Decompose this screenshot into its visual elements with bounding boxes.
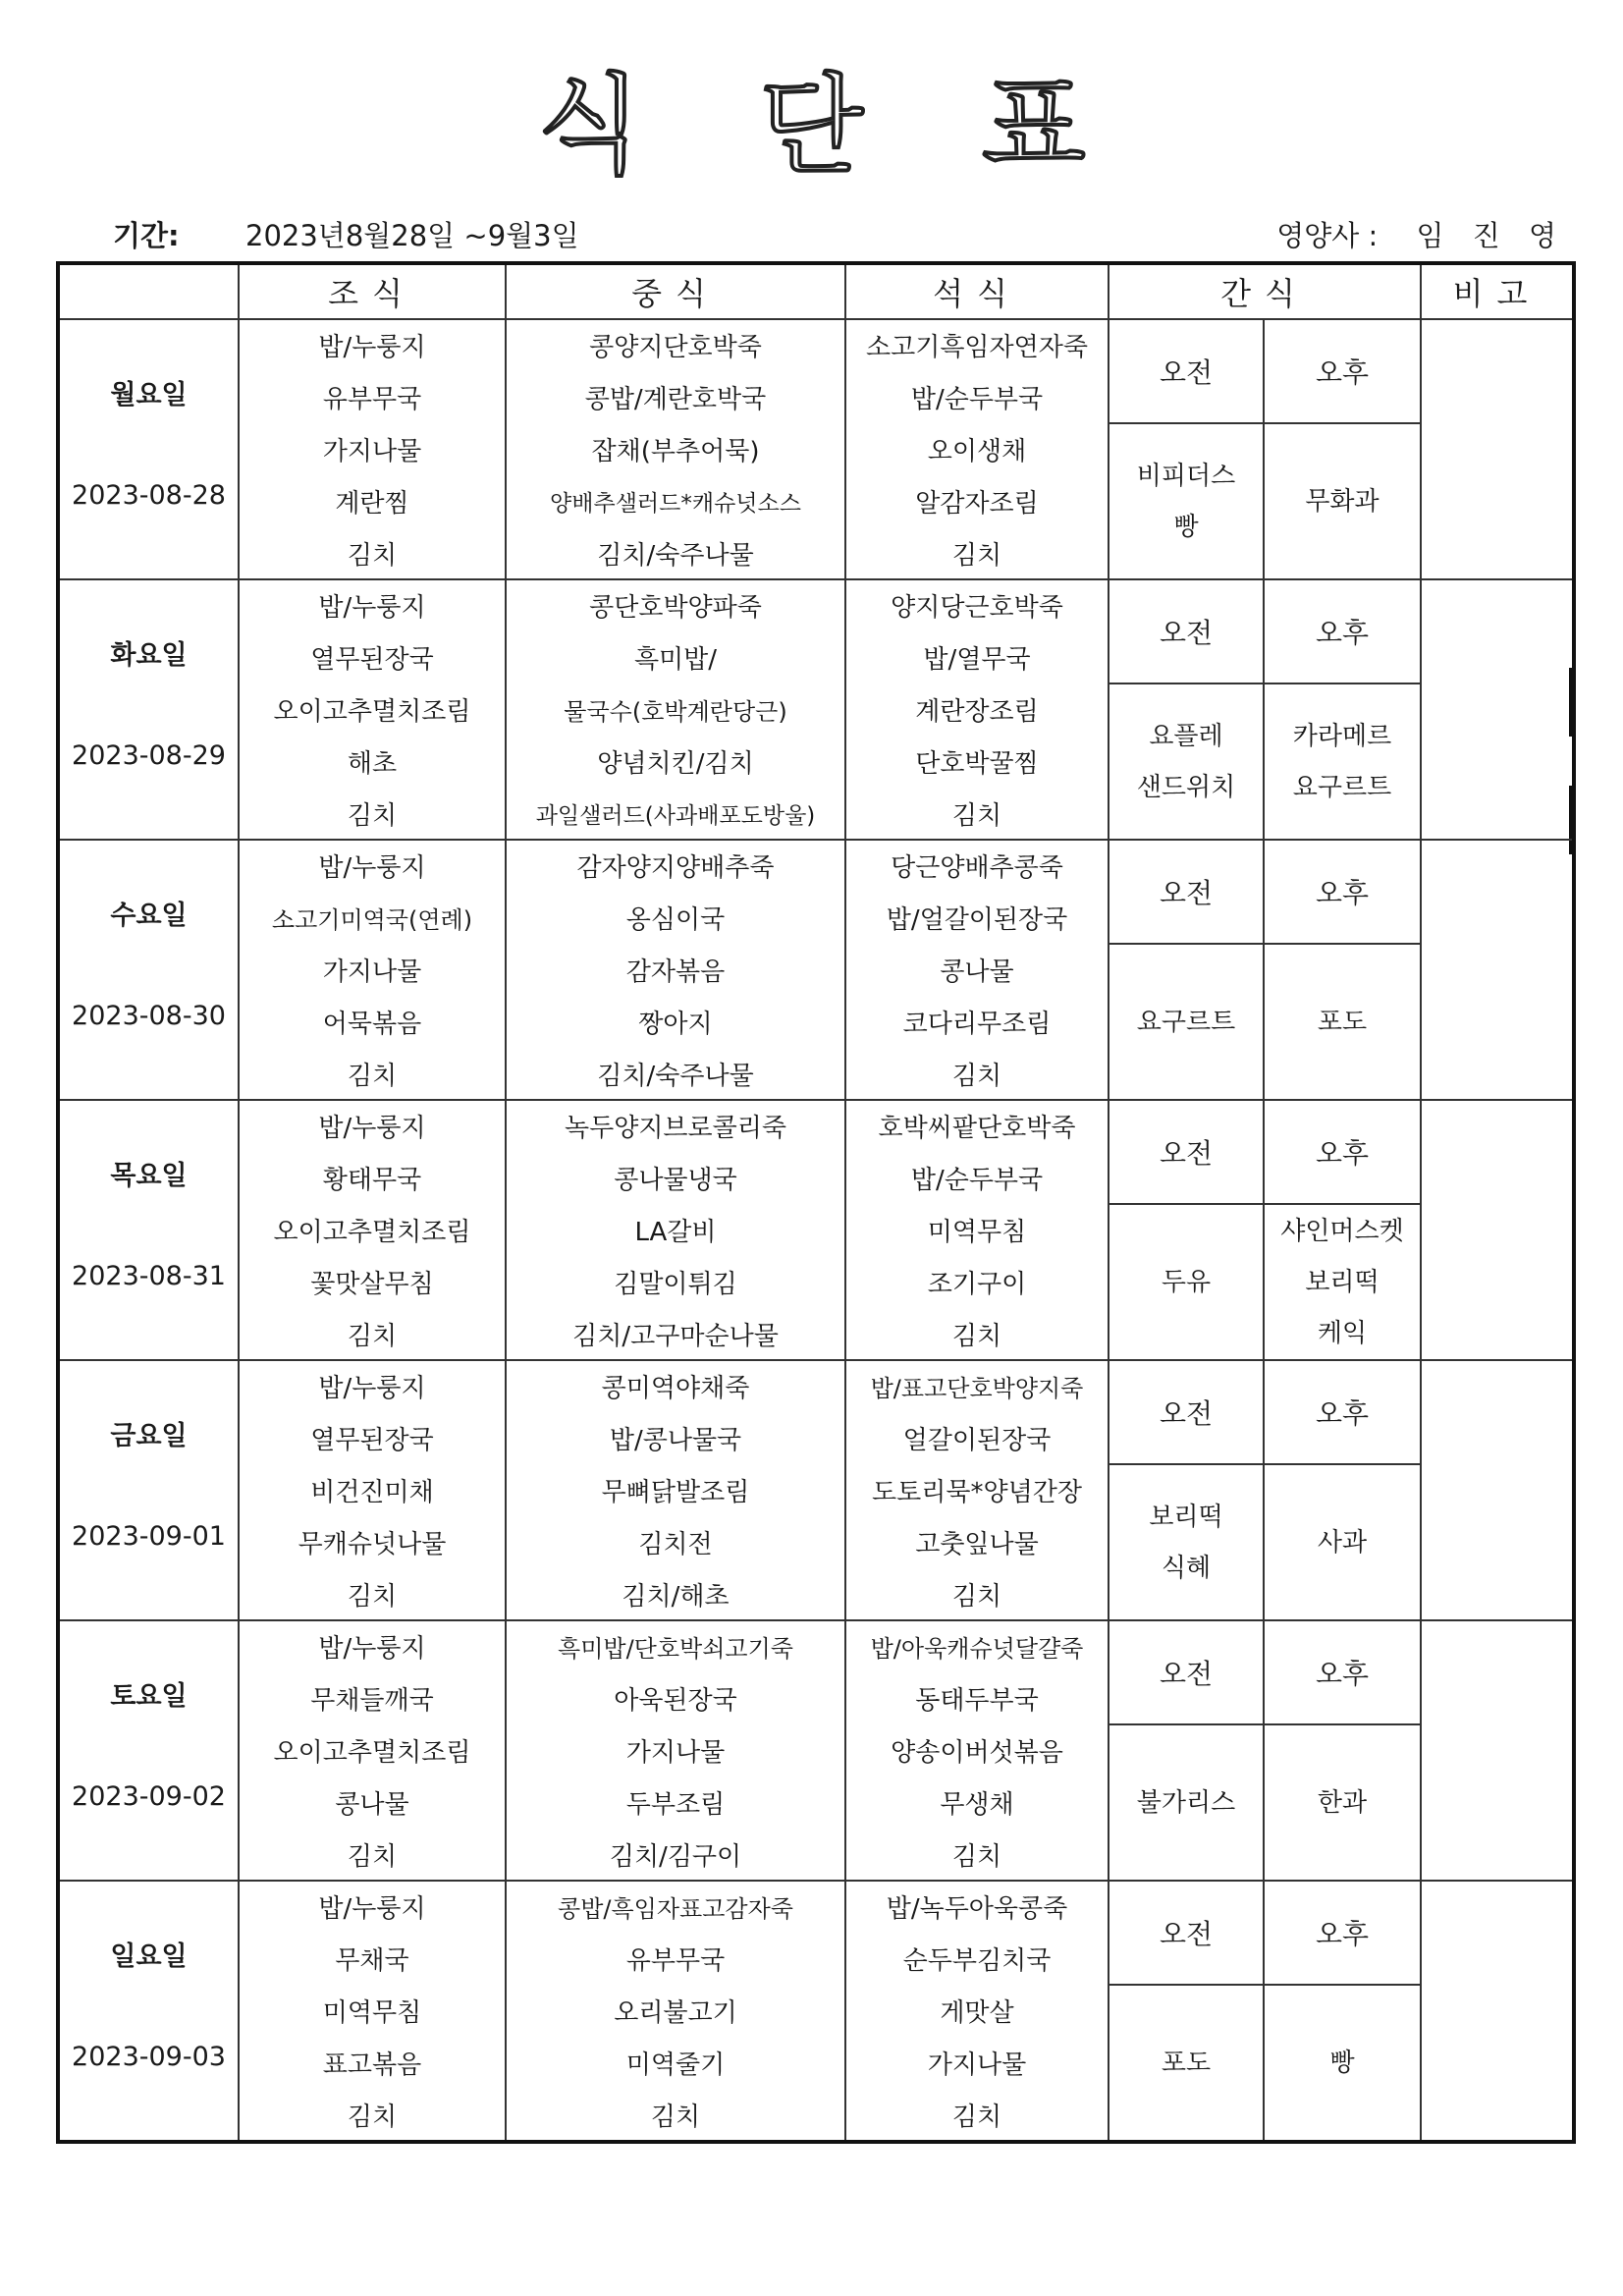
breakfast-item: 밥/누룽지 xyxy=(239,840,506,892)
dietitian-name: 임 진 영 xyxy=(1416,219,1566,252)
dinner-item: 무생채 xyxy=(845,1777,1109,1829)
dinner-item: 알감자조림 xyxy=(845,475,1109,527)
breakfast-item: 김치 xyxy=(239,527,506,579)
lunch-item: 흑미밥/ xyxy=(506,631,845,683)
snack-am-label: 오전 xyxy=(1109,319,1264,423)
dinner-item: 오이생채 xyxy=(845,423,1109,475)
lunch-item: 콩단호박양파죽 xyxy=(506,579,845,631)
day-cell xyxy=(58,1881,239,2142)
breakfast-item: 어묵볶음 xyxy=(239,996,506,1048)
dinner-item: 밥/얼갈이된장국 xyxy=(845,892,1109,944)
snack-am-items xyxy=(1109,1204,1264,1360)
lunch-item: 짱아지 xyxy=(506,996,845,1048)
day-cell xyxy=(58,319,239,579)
breakfast-item: 김치 xyxy=(239,788,506,840)
header-dinner: 석식 xyxy=(845,263,1109,319)
lunch-item: 콩나물냉국 xyxy=(506,1152,845,1204)
day-name: 금요일 xyxy=(110,1421,188,1451)
day-name: 토요일 xyxy=(110,1681,188,1712)
lunch-item: 미역줄기 xyxy=(506,2037,845,2089)
day-spacer xyxy=(60,941,238,991)
snack-item: 포도 xyxy=(1317,1007,1368,1037)
snack-am-items xyxy=(1109,423,1264,579)
day-spacer xyxy=(60,2082,238,2132)
lunch-item: 김치/김구이 xyxy=(506,1829,845,1881)
day-spacer xyxy=(60,1101,238,1151)
breakfast-item: 밥/누룽지 xyxy=(239,579,506,631)
day-spacer xyxy=(60,320,238,370)
table-row xyxy=(58,1100,1574,1152)
snack-pm-label: 오후 xyxy=(1264,579,1421,683)
day-date: 2023-08-29 xyxy=(72,740,226,771)
dinner-item: 얼갈이된장국 xyxy=(845,1412,1109,1464)
day-cell xyxy=(58,840,239,1100)
snack-pm-items xyxy=(1264,1985,1421,2142)
period-value: 2023년8월28일 ~9월3일 xyxy=(245,219,579,252)
day-spacer xyxy=(60,1982,238,2032)
lunch-item: 감자양지양배추죽 xyxy=(506,840,845,892)
table-row xyxy=(58,1360,1574,1412)
snack-pm-items xyxy=(1264,1204,1421,1360)
dinner-item: 가지나물 xyxy=(845,2037,1109,2089)
day-spacer xyxy=(60,1361,238,1411)
dinner-item: 코다리무조림 xyxy=(845,996,1109,1048)
title-char: 식 xyxy=(537,63,642,189)
breakfast-item: 콩나물 xyxy=(239,1777,506,1829)
day-name: 수요일 xyxy=(110,901,188,931)
snack-item: 무화과 xyxy=(1305,486,1380,517)
dinner-item: 호박씨팥단호박죽 xyxy=(845,1100,1109,1152)
breakfast-item: 열무된장국 xyxy=(239,631,506,683)
breakfast-item: 김치 xyxy=(239,1568,506,1620)
day-spacer xyxy=(60,681,238,731)
day-date: 2023-09-02 xyxy=(72,1781,226,1812)
dinner-item: 김치 xyxy=(845,1048,1109,1100)
lunch-item: 감자볶음 xyxy=(506,944,845,996)
snack-item: 식혜 xyxy=(1161,1553,1212,1583)
snack-item: 케익 xyxy=(1317,1318,1368,1348)
lunch-item: 무뼈닭발조림 xyxy=(506,1464,845,1516)
breakfast-item: 미역무침 xyxy=(239,1985,506,2037)
breakfast-item: 오이고추멸치조림 xyxy=(239,1724,506,1777)
day-spacer xyxy=(60,580,238,630)
dinner-item: 밥/표고단호박양지죽 xyxy=(845,1360,1109,1412)
table-row xyxy=(58,1620,1574,1672)
day-cell xyxy=(58,579,239,840)
table-row xyxy=(58,944,1574,996)
breakfast-item: 밥/누룽지 xyxy=(239,1620,506,1672)
day-name: 일요일 xyxy=(110,1941,188,1972)
menu-body xyxy=(58,319,1574,2142)
snack-am-label: 오전 xyxy=(1109,1620,1264,1724)
table-row xyxy=(58,1724,1574,1777)
snack-item: 두유 xyxy=(1161,1267,1212,1297)
snack-pm-label: 오후 xyxy=(1264,1360,1421,1464)
day-date: 2023-09-01 xyxy=(72,1521,226,1552)
dinner-item: 양지당근호박죽 xyxy=(845,579,1109,631)
table-row xyxy=(58,423,1574,475)
lunch-item: 옹심이국 xyxy=(506,892,845,944)
day-name: 화요일 xyxy=(110,640,188,671)
table-row xyxy=(58,1204,1574,1256)
breakfast-item: 열무된장국 xyxy=(239,1412,506,1464)
lunch-item: 녹두양지브로콜리죽 xyxy=(506,1100,845,1152)
snack-pm-label: 오후 xyxy=(1264,1881,1421,1985)
lunch-item: 콩양지단호박죽 xyxy=(506,319,845,371)
lunch-item: 유부무국 xyxy=(506,1933,845,1985)
day-spacer xyxy=(60,520,238,571)
dinner-item: 계란장조림 xyxy=(845,683,1109,736)
lunch-item: LA갈비 xyxy=(506,1204,845,1256)
table-row xyxy=(58,1985,1574,2037)
breakfast-item: 유부무국 xyxy=(239,371,506,423)
lunch-item: 물국수(호박계란당근) xyxy=(506,683,845,736)
dinner-item: 순두부김치국 xyxy=(845,1933,1109,1985)
snack-pm-label: 오후 xyxy=(1264,1100,1421,1204)
snack-item: 보리떡 xyxy=(1305,1267,1380,1297)
snack-am-items xyxy=(1109,683,1264,840)
day-spacer xyxy=(60,1461,238,1511)
day-spacer xyxy=(60,1822,238,1872)
dietitian xyxy=(1276,214,1566,254)
header-remarks: 비고 xyxy=(1421,263,1574,319)
lunch-item: 김치 xyxy=(506,2089,845,2142)
lunch-item: 아욱된장국 xyxy=(506,1672,845,1724)
snack-am-label: 오전 xyxy=(1109,840,1264,944)
dinner-item: 도토리묵*양념간장 xyxy=(845,1464,1109,1516)
breakfast-item: 김치 xyxy=(239,1048,506,1100)
lunch-item: 과일샐러드(사과배포도방울) xyxy=(506,788,845,840)
lunch-item: 김치/숙주나물 xyxy=(506,1048,845,1100)
dinner-item: 밥/열무국 xyxy=(845,631,1109,683)
table-row xyxy=(58,683,1574,736)
dinner-item: 게맛살 xyxy=(845,1985,1109,2037)
day-name: 월요일 xyxy=(110,380,188,410)
dinner-item: 밥/아욱캐슈넛달걀죽 xyxy=(845,1620,1109,1672)
snack-am-label: 오전 xyxy=(1109,579,1264,683)
snack-pm-items xyxy=(1264,683,1421,840)
snack-item: 비피더스 xyxy=(1136,461,1236,491)
dinner-item: 김치 xyxy=(845,527,1109,579)
breakfast-item: 무캐슈넛나물 xyxy=(239,1516,506,1568)
table-row xyxy=(58,579,1574,631)
lunch-item: 콩밥/계란호박국 xyxy=(506,371,845,423)
snack-item: 샤인머스켓 xyxy=(1280,1216,1404,1246)
snack-item: 요구르트 xyxy=(1292,772,1392,802)
snack-item: 빵 xyxy=(1329,2048,1355,2078)
day-spacer xyxy=(60,1041,238,1091)
snack-pm-items xyxy=(1264,423,1421,579)
dinner-item: 당근양배추콩죽 xyxy=(845,840,1109,892)
dinner-item: 조기구이 xyxy=(845,1256,1109,1308)
lunch-item: 두부조림 xyxy=(506,1777,845,1829)
header-breakfast: 조식 xyxy=(239,263,506,319)
day-date: 2023-08-31 xyxy=(72,1261,226,1291)
table-header-row xyxy=(58,263,1574,319)
day-spacer xyxy=(60,1722,238,1772)
snack-item: 요플레 xyxy=(1149,721,1223,751)
day-spacer xyxy=(60,1301,238,1351)
day-spacer xyxy=(60,1561,238,1612)
dinner-item: 밥/순두부국 xyxy=(845,371,1109,423)
day-spacer xyxy=(60,1882,238,1932)
snack-am-label: 오전 xyxy=(1109,1100,1264,1204)
lunch-item: 양배추샐러드*캐슈넛소스 xyxy=(506,475,845,527)
remarks-cell xyxy=(1421,579,1574,840)
day-cell xyxy=(58,1360,239,1620)
dinner-item: 콩나물 xyxy=(845,944,1109,996)
snack-am-items xyxy=(1109,1724,1264,1881)
lunch-item: 흑미밥/단호박쇠고기죽 xyxy=(506,1620,845,1672)
snack-am-items xyxy=(1109,944,1264,1100)
breakfast-item: 가지나물 xyxy=(239,423,506,475)
dinner-item: 김치 xyxy=(845,1308,1109,1360)
day-date: 2023-08-30 xyxy=(72,1001,226,1031)
header-lunch: 중식 xyxy=(506,263,845,319)
breakfast-item: 무채국 xyxy=(239,1933,506,1985)
breakfast-item: 황태무국 xyxy=(239,1152,506,1204)
breakfast-item: 해초 xyxy=(239,736,506,788)
breakfast-item: 김치 xyxy=(239,2089,506,2142)
day-spacer xyxy=(60,781,238,831)
remarks-cell xyxy=(1421,319,1574,579)
breakfast-item: 계란찜 xyxy=(239,475,506,527)
remarks-cell xyxy=(1421,1620,1574,1881)
breakfast-item: 소고기미역국(연례) xyxy=(239,892,506,944)
dinner-item: 미역무침 xyxy=(845,1204,1109,1256)
dinner-item: 소고기흑임자연자죽 xyxy=(845,319,1109,371)
snack-pm-label: 오후 xyxy=(1264,319,1421,423)
dinner-item: 단호박꿀찜 xyxy=(845,736,1109,788)
page-title xyxy=(0,63,1623,189)
breakfast-item: 김치 xyxy=(239,1308,506,1360)
snack-am-items xyxy=(1109,1464,1264,1620)
snack-pm-items xyxy=(1264,1724,1421,1881)
snack-item: 카라메르 xyxy=(1292,721,1392,751)
dinner-item: 김치 xyxy=(845,788,1109,840)
snack-pm-label: 오후 xyxy=(1264,840,1421,944)
table-row xyxy=(58,840,1574,892)
dinner-item: 밥/녹두아욱콩죽 xyxy=(845,1881,1109,1933)
dinner-item: 김치 xyxy=(845,1568,1109,1620)
day-name: 목요일 xyxy=(110,1161,188,1191)
snack-item: 보리떡 xyxy=(1149,1502,1223,1532)
snack-pm-items xyxy=(1264,944,1421,1100)
remarks-cell xyxy=(1421,1360,1574,1620)
day-spacer xyxy=(60,420,238,470)
remarks-cell xyxy=(1421,840,1574,1100)
lunch-item: 김치/해초 xyxy=(506,1568,845,1620)
snack-am-label: 오전 xyxy=(1109,1360,1264,1464)
day-spacer xyxy=(60,1621,238,1671)
snack-item: 샌드위치 xyxy=(1136,772,1236,802)
breakfast-item: 밥/누룽지 xyxy=(239,1100,506,1152)
snack-pm-label: 오후 xyxy=(1264,1620,1421,1724)
period-label: 기간: xyxy=(113,219,180,252)
lunch-item: 김치전 xyxy=(506,1516,845,1568)
dinner-item: 동태두부국 xyxy=(845,1672,1109,1724)
snack-item: 사과 xyxy=(1317,1527,1368,1558)
lunch-item: 김치/숙주나물 xyxy=(506,527,845,579)
table-row xyxy=(58,1881,1574,1933)
dinner-item: 양송이버섯볶음 xyxy=(845,1724,1109,1777)
breakfast-item: 비건진미채 xyxy=(239,1464,506,1516)
header-snack: 간식 xyxy=(1109,263,1421,319)
breakfast-item: 표고볶음 xyxy=(239,2037,506,2089)
table-row xyxy=(58,319,1574,371)
breakfast-item: 밥/누룽지 xyxy=(239,1881,506,1933)
breakfast-item: 오이고추멸치조림 xyxy=(239,1204,506,1256)
remarks-cell xyxy=(1421,1100,1574,1360)
title-char: 표 xyxy=(981,63,1086,189)
lunch-item: 콩밥/흑임자표고감자죽 xyxy=(506,1881,845,1933)
lunch-item: 잡채(부추어묵) xyxy=(506,423,845,475)
day-date: 2023-09-03 xyxy=(72,2042,226,2072)
snack-item: 포도 xyxy=(1161,2048,1212,2078)
header-corner xyxy=(58,263,239,319)
dinner-item: 고춧잎나물 xyxy=(845,1516,1109,1568)
breakfast-item: 오이고추멸치조림 xyxy=(239,683,506,736)
dinner-item: 밥/순두부국 xyxy=(845,1152,1109,1204)
day-spacer xyxy=(60,1201,238,1251)
day-date: 2023-08-28 xyxy=(72,480,226,511)
snack-item: 요구르트 xyxy=(1136,1007,1236,1037)
breakfast-item: 꽃맛살무침 xyxy=(239,1256,506,1308)
dinner-item: 김치 xyxy=(845,2089,1109,2142)
header-info xyxy=(113,214,1566,257)
dinner-item: 김치 xyxy=(845,1829,1109,1881)
lunch-item: 김치/고구마순나물 xyxy=(506,1308,845,1360)
snack-pm-items xyxy=(1264,1464,1421,1620)
lunch-item: 김말이튀김 xyxy=(506,1256,845,1308)
lunch-item: 콩미역야채죽 xyxy=(506,1360,845,1412)
breakfast-item: 밥/누룽지 xyxy=(239,1360,506,1412)
menu-table xyxy=(56,261,1576,2144)
snack-item: 빵 xyxy=(1173,512,1199,542)
lunch-item: 가지나물 xyxy=(506,1724,845,1777)
snack-item: 한과 xyxy=(1317,1787,1368,1818)
day-cell xyxy=(58,1100,239,1360)
day-spacer xyxy=(60,841,238,891)
remarks-cell xyxy=(1421,1881,1574,2142)
breakfast-item: 무채들깨국 xyxy=(239,1672,506,1724)
table-row xyxy=(58,1464,1574,1516)
breakfast-item: 김치 xyxy=(239,1829,506,1881)
lunch-item: 밥/콩나물국 xyxy=(506,1412,845,1464)
snack-am-items xyxy=(1109,1985,1264,2142)
snack-am-label: 오전 xyxy=(1109,1881,1264,1985)
dietitian-label: 영양사 : xyxy=(1276,219,1379,252)
lunch-item: 오리불고기 xyxy=(506,1985,845,2037)
title-char: 단 xyxy=(759,63,864,189)
lunch-item: 양념치킨/김치 xyxy=(506,736,845,788)
breakfast-item: 가지나물 xyxy=(239,944,506,996)
day-cell xyxy=(58,1620,239,1881)
snack-item: 불가리스 xyxy=(1136,1787,1236,1818)
breakfast-item: 밥/누룽지 xyxy=(239,319,506,371)
